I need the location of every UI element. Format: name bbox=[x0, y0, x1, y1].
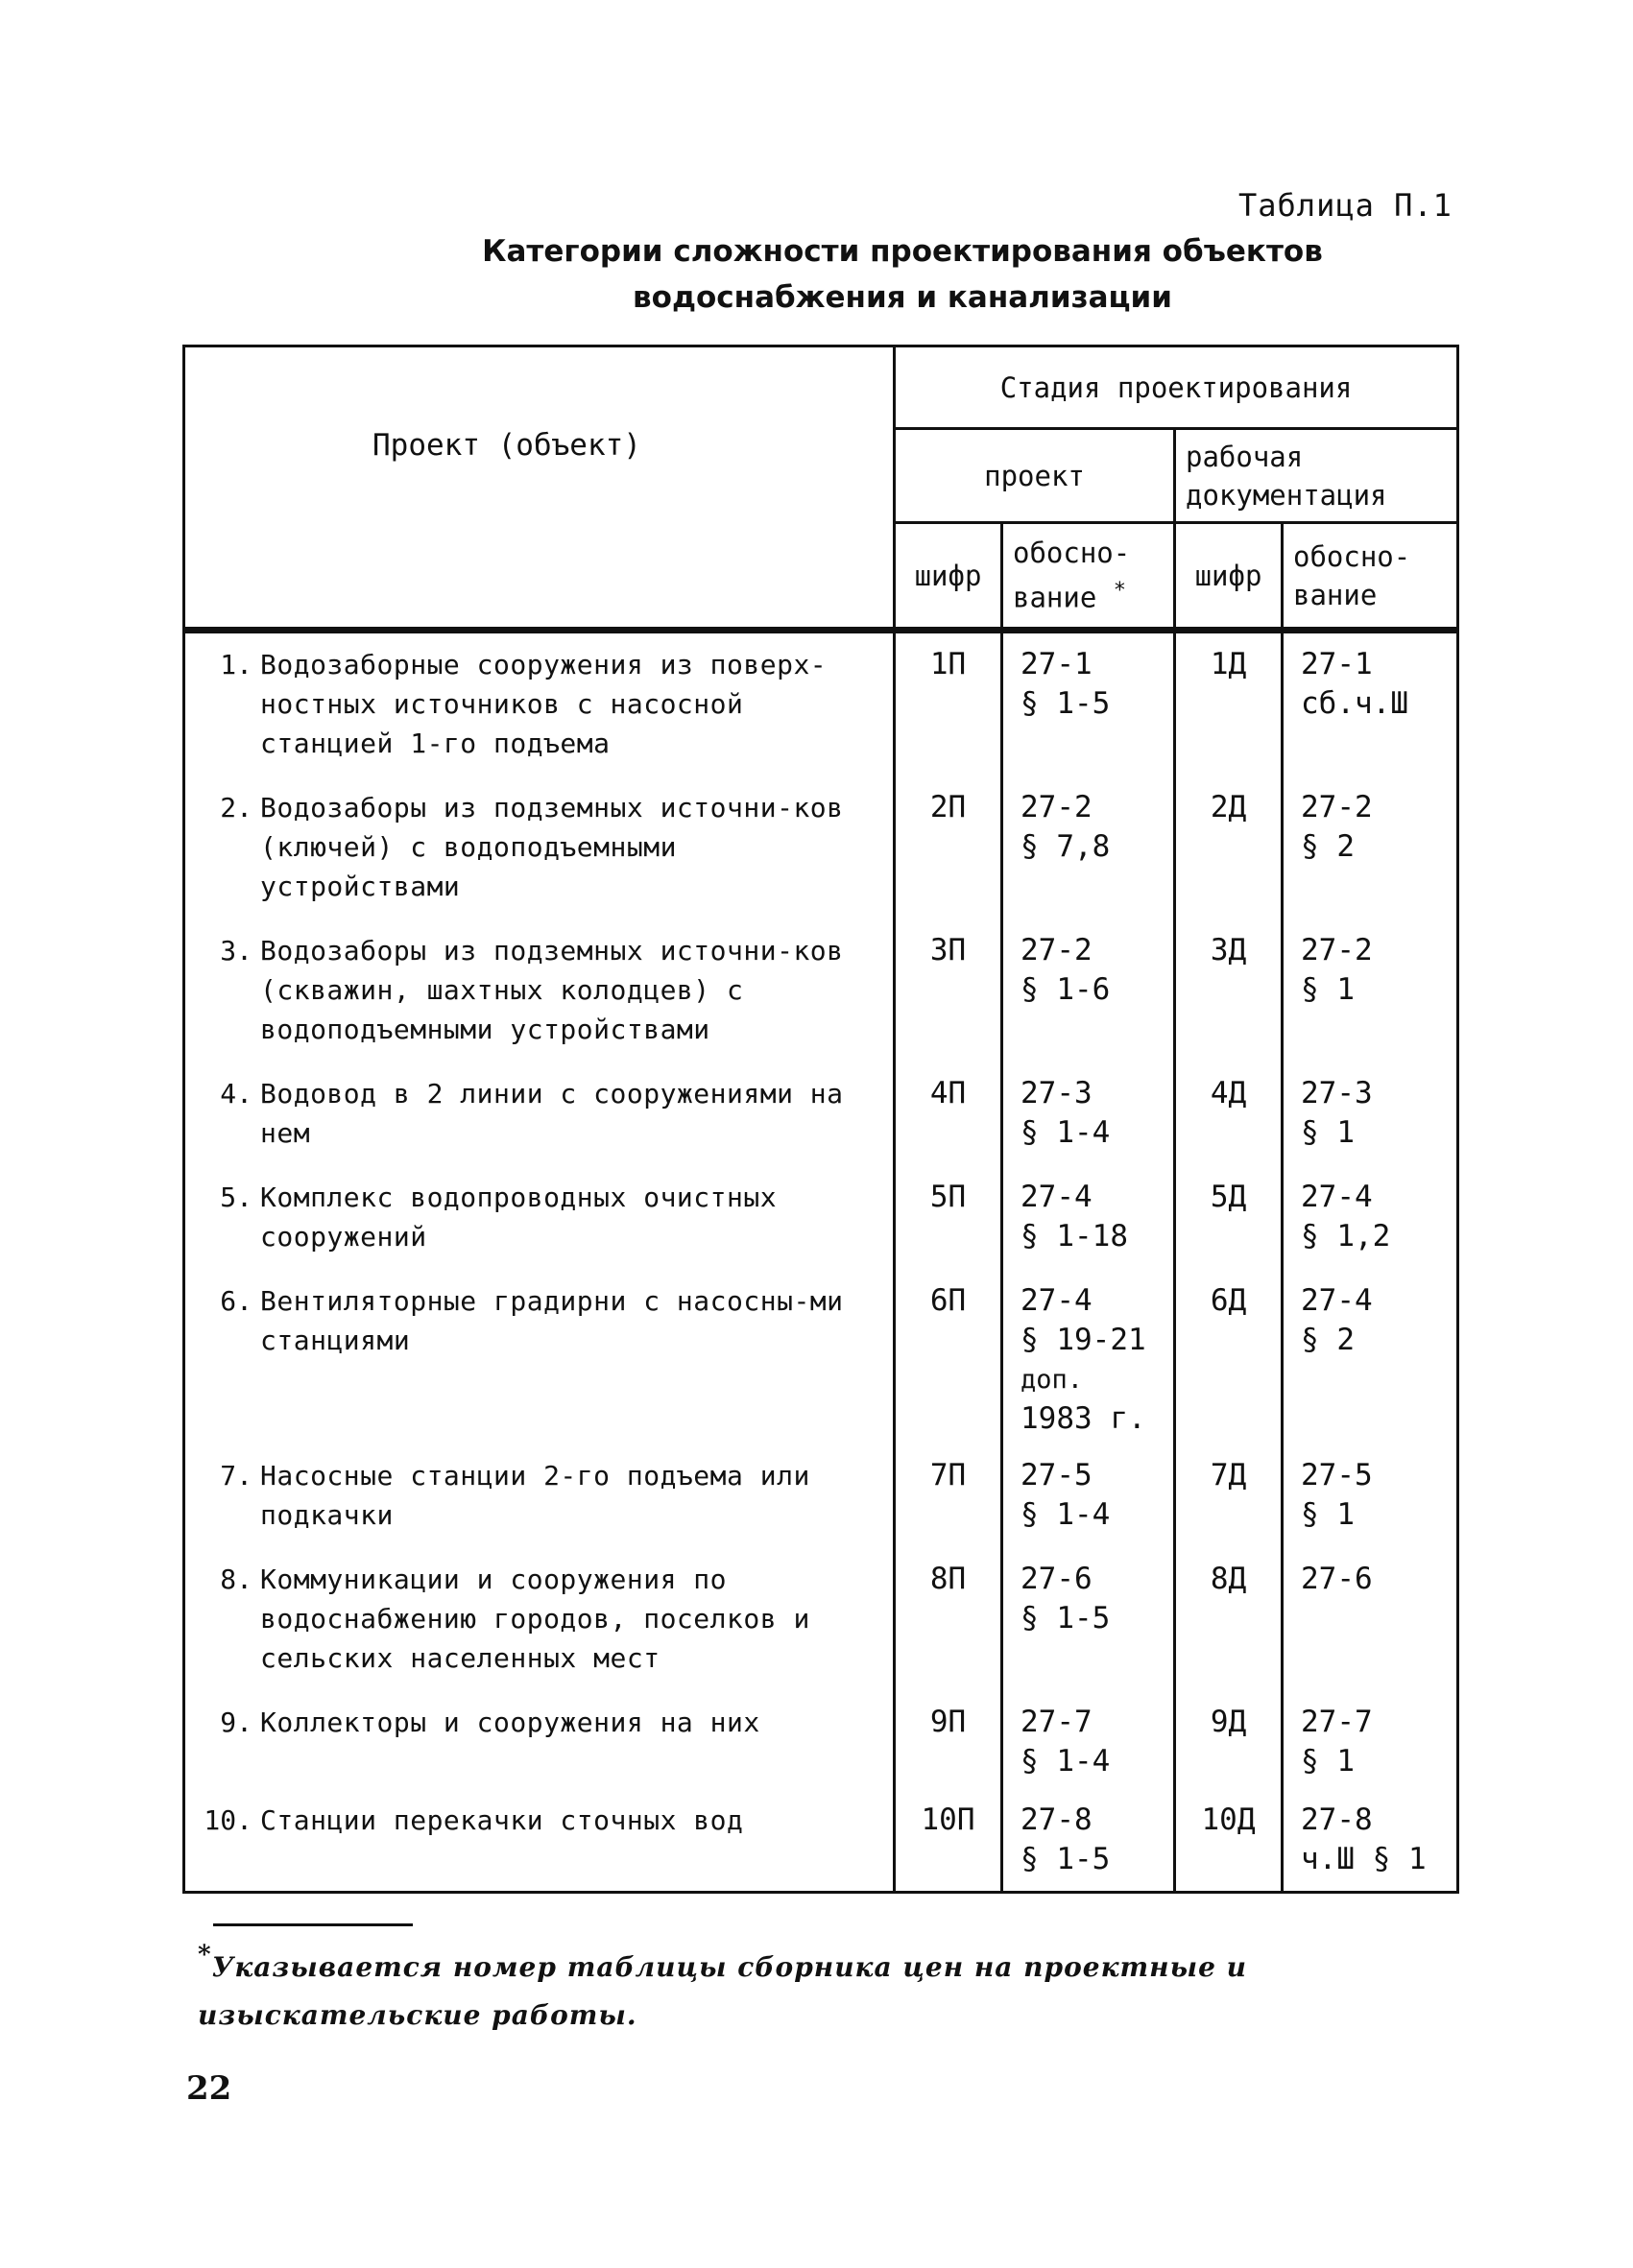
docs-basis bbox=[1283, 1691, 1458, 1789]
row-name-text: Станции перекачки сточных вод bbox=[260, 1804, 744, 1836]
basis-line: 27-4 bbox=[1301, 1180, 1373, 1214]
header-docs-code: шифр bbox=[1175, 523, 1283, 631]
project-basis bbox=[1002, 1444, 1175, 1548]
table-row bbox=[184, 1270, 1458, 1444]
basis-line: 27-2 bbox=[1301, 790, 1373, 824]
header-working-docs bbox=[1175, 429, 1458, 523]
header-project-code: шифр bbox=[895, 523, 1002, 631]
docs-code: 2Д bbox=[1175, 776, 1283, 919]
table-label: Таблица П.1 bbox=[1238, 187, 1453, 224]
project-basis bbox=[1002, 1691, 1175, 1789]
project-basis bbox=[1002, 1062, 1175, 1166]
project-code: 9П bbox=[895, 1691, 1002, 1789]
basis-line: 27-8 bbox=[1301, 1802, 1373, 1837]
header-design-stage: Стадия проектирования bbox=[895, 346, 1458, 429]
docs-code: 6Д bbox=[1175, 1270, 1283, 1444]
basis-line: 27-1 bbox=[1301, 647, 1373, 681]
row-project-name bbox=[184, 1062, 895, 1166]
docs-basis bbox=[1283, 1270, 1458, 1444]
docs-code: 8Д bbox=[1175, 1548, 1283, 1691]
row-project-name bbox=[184, 1789, 895, 1893]
docs-basis bbox=[1283, 1166, 1458, 1270]
basis-line: доп. bbox=[1021, 1365, 1084, 1395]
basis-line: § 1-6 bbox=[1021, 972, 1111, 1007]
basis-line: 27-2 bbox=[1301, 933, 1373, 967]
project-basis bbox=[1002, 1270, 1175, 1444]
table-title bbox=[365, 228, 1440, 321]
docs-basis bbox=[1283, 1444, 1458, 1548]
docs-code: 9Д bbox=[1175, 1691, 1283, 1789]
project-code: 6П bbox=[895, 1270, 1002, 1444]
title-line-2: водоснабжения и канализации bbox=[633, 280, 1172, 315]
footnote bbox=[198, 1931, 1446, 2040]
row-project-name bbox=[184, 1548, 895, 1691]
basis-line: § 1 bbox=[1301, 1744, 1355, 1779]
table-row bbox=[184, 919, 1458, 1062]
basis-line: § 1-5 bbox=[1021, 1601, 1111, 1635]
row-name-text: Комплекс водопроводных очистных сооружений bbox=[260, 1182, 778, 1253]
project-basis bbox=[1002, 1548, 1175, 1691]
docs-code: 1Д bbox=[1175, 631, 1283, 777]
basis-line: § 1-4 bbox=[1021, 1115, 1111, 1150]
basis-line: 27-2 bbox=[1021, 790, 1093, 824]
project-code: 3П bbox=[895, 919, 1002, 1062]
table-row bbox=[184, 631, 1458, 777]
row-number: 3. bbox=[220, 935, 252, 967]
basis-line: 27-3 bbox=[1301, 1076, 1373, 1110]
header-project-basis-line-2: вание * bbox=[1013, 579, 1127, 614]
row-number: 7. bbox=[220, 1460, 252, 1492]
basis-line: § 1-5 bbox=[1021, 686, 1111, 721]
docs-code: 5Д bbox=[1175, 1166, 1283, 1270]
project-code: 4П bbox=[895, 1062, 1002, 1166]
project-code: 1П bbox=[895, 631, 1002, 777]
docs-basis bbox=[1283, 919, 1458, 1062]
row-name-text: Водозаборы из подземных источни-ков (скважин, шахтных колодцев) с водоподъемными устройствами bbox=[260, 935, 844, 1045]
table-row bbox=[184, 1444, 1458, 1548]
basis-line: 27-8 bbox=[1021, 1802, 1093, 1837]
basis-line: 27-7 bbox=[1021, 1705, 1093, 1739]
footnote-marker: * bbox=[1113, 579, 1127, 604]
complexity-table bbox=[182, 345, 1459, 1894]
basis-line: § 1-4 bbox=[1021, 1744, 1111, 1779]
docs-basis bbox=[1283, 1062, 1458, 1166]
basis-line: сб.ч.Ш bbox=[1301, 686, 1408, 721]
basis-line: 1983 г. bbox=[1021, 1401, 1146, 1436]
header-docs-basis-line-2: вание bbox=[1293, 578, 1378, 611]
row-project-name bbox=[184, 776, 895, 919]
project-basis bbox=[1002, 631, 1175, 777]
basis-line: 27-2 bbox=[1021, 933, 1093, 967]
row-name-text: Водозаборные сооружения из поверх-ностных источников с насосной станцией 1-го подъема bbox=[260, 649, 828, 759]
table-row bbox=[184, 1789, 1458, 1893]
docs-code: 3Д bbox=[1175, 919, 1283, 1062]
basis-line: 27-5 bbox=[1301, 1458, 1373, 1492]
title-line-1: Категории сложности проектирования объектов bbox=[482, 234, 1323, 269]
basis-line: § 1 bbox=[1301, 972, 1355, 1007]
header-docs-basis-line-1: обосно- bbox=[1293, 539, 1411, 573]
basis-line: 27-1 bbox=[1021, 647, 1093, 681]
table-row bbox=[184, 776, 1458, 919]
basis-line: 27-6 bbox=[1301, 1562, 1373, 1596]
project-code: 8П bbox=[895, 1548, 1002, 1691]
project-code: 10П bbox=[895, 1789, 1002, 1893]
row-name-text: Водовод в 2 линии с сооружениями на нем bbox=[260, 1078, 844, 1149]
basis-line: 27-4 bbox=[1021, 1180, 1093, 1214]
project-basis bbox=[1002, 1789, 1175, 1893]
header-project-basis bbox=[1002, 523, 1175, 631]
row-name-text: Коммуникации и сооружения по водоснабжению городов, поселков и сельских населенных мест bbox=[260, 1564, 810, 1674]
project-code: 7П bbox=[895, 1444, 1002, 1548]
basis-line: § 1 bbox=[1301, 1497, 1355, 1532]
page-number: 22 bbox=[186, 2069, 232, 2108]
header-docs-basis bbox=[1283, 523, 1458, 631]
row-project-name bbox=[184, 1270, 895, 1444]
docs-basis bbox=[1283, 776, 1458, 919]
project-code: 5П bbox=[895, 1166, 1002, 1270]
basis-line: 27-4 bbox=[1021, 1283, 1093, 1318]
header-working-docs-line-1: рабочая bbox=[1186, 440, 1304, 473]
basis-line: § 19-21 bbox=[1021, 1323, 1146, 1357]
project-basis bbox=[1002, 776, 1175, 919]
basis-line: § 1-4 bbox=[1021, 1497, 1111, 1532]
row-number: 2. bbox=[220, 792, 252, 824]
row-number: 5. bbox=[220, 1182, 252, 1213]
row-number: 8. bbox=[220, 1564, 252, 1595]
basis-line: 27-4 bbox=[1301, 1283, 1373, 1318]
header-working-docs-line-2: документация bbox=[1186, 478, 1387, 512]
table-row bbox=[184, 1548, 1458, 1691]
project-code: 2П bbox=[895, 776, 1002, 919]
header-project-object: Проект (объект) bbox=[184, 346, 895, 631]
row-name-text: Коллекторы и сооружения на них bbox=[260, 1707, 760, 1738]
row-number: 1. bbox=[220, 649, 252, 680]
basis-line: 27-6 bbox=[1021, 1562, 1093, 1596]
docs-basis bbox=[1283, 1789, 1458, 1893]
basis-line: ч.Ш § 1 bbox=[1301, 1842, 1427, 1876]
table-row bbox=[184, 1166, 1458, 1270]
header-project: проект bbox=[895, 429, 1175, 523]
footnote-star: * bbox=[198, 1941, 212, 1970]
basis-line: 27-3 bbox=[1021, 1076, 1093, 1110]
docs-basis bbox=[1283, 1548, 1458, 1691]
row-number: 10. bbox=[204, 1804, 252, 1836]
docs-basis bbox=[1283, 631, 1458, 777]
basis-line: § 7,8 bbox=[1021, 829, 1111, 864]
table-row bbox=[184, 1691, 1458, 1789]
row-project-name bbox=[184, 1444, 895, 1548]
row-name-text: Насосные станции 2-го подъема или подкачки bbox=[260, 1460, 810, 1531]
row-name-text: Вентиляторные градирни с насосны-ми станциями bbox=[260, 1285, 844, 1356]
docs-code: 10Д bbox=[1175, 1789, 1283, 1893]
row-number: 6. bbox=[220, 1285, 252, 1317]
row-project-name bbox=[184, 1166, 895, 1270]
basis-line: § 1 bbox=[1301, 1115, 1355, 1150]
row-project-name bbox=[184, 631, 895, 777]
row-name-text: Водозаборы из подземных источни-ков (ключей) с водоподъемными устройствами bbox=[260, 792, 844, 902]
row-project-name bbox=[184, 1691, 895, 1789]
basis-line: § 1-5 bbox=[1021, 1842, 1111, 1876]
footnote-text: Указывается номер таблицы сборника цен на проектные и изыскательские работы. bbox=[198, 1951, 1247, 2031]
docs-code: 4Д bbox=[1175, 1062, 1283, 1166]
basis-line: § 1,2 bbox=[1301, 1219, 1391, 1253]
project-basis bbox=[1002, 919, 1175, 1062]
footnote-rule bbox=[213, 1923, 413, 1926]
header-project-basis-line-1: обосно- bbox=[1013, 537, 1131, 570]
basis-line: 27-7 bbox=[1301, 1705, 1373, 1739]
row-number: 4. bbox=[220, 1078, 252, 1110]
basis-line: § 2 bbox=[1301, 1323, 1355, 1357]
table-body bbox=[184, 631, 1458, 1893]
table-row bbox=[184, 1062, 1458, 1166]
basis-line: § 2 bbox=[1301, 829, 1355, 864]
basis-line: § 1-18 bbox=[1021, 1219, 1128, 1253]
row-project-name bbox=[184, 919, 895, 1062]
project-basis bbox=[1002, 1166, 1175, 1270]
row-number: 9. bbox=[220, 1707, 252, 1738]
basis-line: 27-5 bbox=[1021, 1458, 1093, 1492]
docs-code: 7Д bbox=[1175, 1444, 1283, 1548]
